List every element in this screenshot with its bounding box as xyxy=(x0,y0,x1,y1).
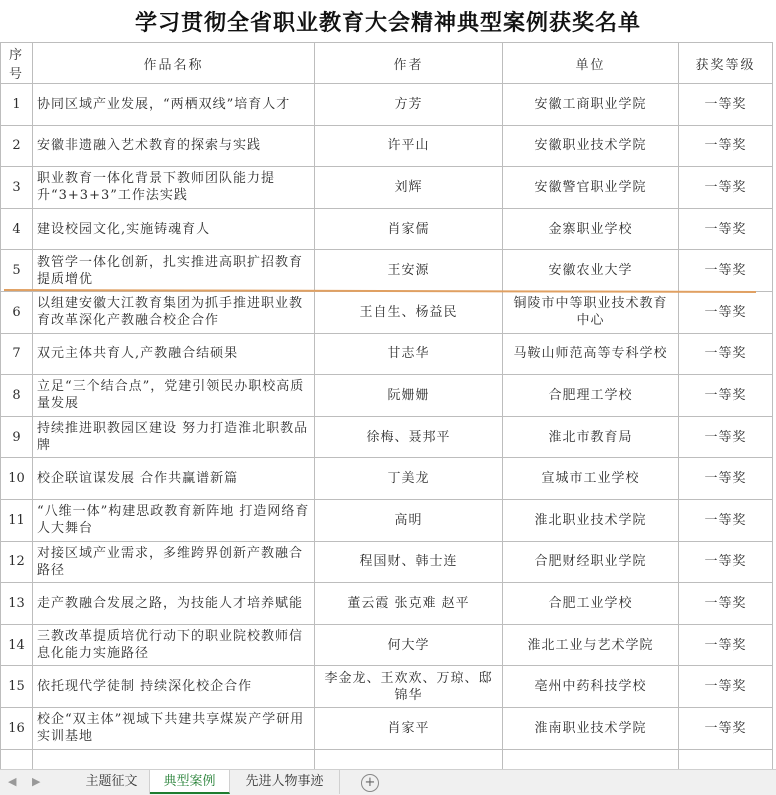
cell-author[interactable]: 董云霞 张克难 赵平 xyxy=(315,583,503,625)
cell-award[interactable]: 一等奖 xyxy=(679,125,773,167)
awards-table xyxy=(0,42,773,769)
cell-name[interactable]: 建设校园文化,实施铸魂育人 xyxy=(33,208,315,250)
cell-unit[interactable]: 马鞍山师范高等专科学校 xyxy=(503,333,679,375)
table-row xyxy=(1,125,773,167)
cell-unit[interactable]: 安徽警官职业学院 xyxy=(503,167,679,209)
cell-unit[interactable]: 亳州中药科技学校 xyxy=(503,666,679,708)
table-row xyxy=(1,208,773,250)
cell-name[interactable]: 教管学一体化创新，扎实推进高职扩招教育提质增优 xyxy=(33,250,315,292)
cell-award[interactable]: 一等奖 xyxy=(679,375,773,417)
cell-partial[interactable] xyxy=(679,749,773,769)
cell-name[interactable]: 对接区域产业需求，多维跨界创新产教融合路径 xyxy=(33,541,315,583)
cell-name[interactable]: 安徽非遗融入艺术教育的探索与实践 xyxy=(33,125,315,167)
cell-author[interactable]: 肖家儒 xyxy=(315,208,503,250)
cell-partial[interactable] xyxy=(1,749,33,769)
cell-no[interactable]: 7 xyxy=(1,333,33,375)
cell-author[interactable]: 程国财、韩士连 xyxy=(315,541,503,583)
cell-award[interactable]: 一等奖 xyxy=(679,291,773,333)
cell-award[interactable]: 一等奖 xyxy=(679,541,773,583)
cell-author[interactable]: 阮姗姗 xyxy=(315,375,503,417)
cell-no[interactable]: 9 xyxy=(1,416,33,458)
cell-name[interactable]: 协同区域产业发展，“两栖双线”培育人才 xyxy=(33,84,315,126)
cell-unit[interactable]: 铜陵市中等职业技术教育中心 xyxy=(503,291,679,333)
cell-no[interactable]: 1 xyxy=(1,84,33,126)
cell-no[interactable]: 12 xyxy=(1,541,33,583)
cell-unit[interactable]: 合肥工业学校 xyxy=(503,583,679,625)
cell-unit[interactable]: 安徽职业技术学院 xyxy=(503,125,679,167)
table-row xyxy=(1,84,773,126)
cell-no[interactable]: 5 xyxy=(1,250,33,292)
tab-sheet-3[interactable]: 先进人物事迹 xyxy=(230,770,340,794)
cell-name[interactable]: 职业教育一体化背景下教师团队能力提升“3+3+3”工作法实践 xyxy=(33,167,315,209)
cell-author[interactable]: 甘志华 xyxy=(315,333,503,375)
cell-author[interactable]: 方芳 xyxy=(315,84,503,126)
table-row-partial xyxy=(1,749,773,769)
cell-no[interactable]: 16 xyxy=(1,707,33,749)
cell-award[interactable]: 一等奖 xyxy=(679,499,773,541)
add-sheet-icon[interactable]: + xyxy=(361,774,379,792)
table-row xyxy=(1,333,773,375)
cell-partial[interactable] xyxy=(33,749,315,769)
cell-name[interactable]: 依托现代学徒制 持续深化校企合作 xyxy=(33,666,315,708)
table-row xyxy=(1,624,773,666)
table-row xyxy=(1,707,773,749)
cell-no[interactable]: 11 xyxy=(1,499,33,541)
cell-award[interactable]: 一等奖 xyxy=(679,84,773,126)
cell-name[interactable]: “八维一体”构建思政教育新阵地 打造网络育人大舞台 xyxy=(33,499,315,541)
cell-unit[interactable]: 安徽工商职业学院 xyxy=(503,84,679,126)
cell-unit[interactable]: 合肥理工学校 xyxy=(503,375,679,417)
cell-author[interactable]: 许平山 xyxy=(315,125,503,167)
table-row xyxy=(1,375,773,417)
table-row xyxy=(1,250,773,292)
cell-name[interactable]: 三教改革提质培优行动下的职业院校教师信息化能力实施路径 xyxy=(33,624,315,666)
cell-author[interactable]: 何大学 xyxy=(315,624,503,666)
cell-award[interactable]: 一等奖 xyxy=(679,208,773,250)
cell-author[interactable]: 李金龙、王欢欢、万琼、邸锦华 xyxy=(315,666,503,708)
header-author[interactable]: 作者 xyxy=(315,43,503,84)
cell-award[interactable]: 一等奖 xyxy=(679,250,773,292)
cell-name[interactable]: 走产教融合发展之路，为技能人才培养赋能 xyxy=(33,583,315,625)
cell-name[interactable]: 校企联谊谋发展 合作共赢谱新篇 xyxy=(33,458,315,500)
cell-award[interactable]: 一等奖 xyxy=(679,416,773,458)
header-row xyxy=(1,43,773,84)
tab-sheet-2[interactable]: 典型案例 xyxy=(150,770,230,794)
cell-no[interactable]: 6 xyxy=(1,291,33,333)
table-row xyxy=(1,541,773,583)
cell-author[interactable]: 王自生、杨益民 xyxy=(315,291,503,333)
cell-award[interactable]: 一等奖 xyxy=(679,167,773,209)
cell-award[interactable]: 一等奖 xyxy=(679,666,773,708)
table-row xyxy=(1,499,773,541)
cell-name[interactable]: 双元主体共育人,产教融合结硕果 xyxy=(33,333,315,375)
sheet-tab-bar xyxy=(0,769,776,795)
cell-author[interactable]: 王安源 xyxy=(315,250,503,292)
cell-name[interactable]: 校企“双主体”视域下共建共享煤炭产学研用实训基地 xyxy=(33,707,315,749)
header-no[interactable]: 序号 xyxy=(1,43,33,84)
cell-unit[interactable]: 安徽农业大学 xyxy=(503,250,679,292)
cell-unit[interactable]: 金寨职业学校 xyxy=(503,208,679,250)
cell-name[interactable]: 立足“三个结合点”，党建引领民办职校高质量发展 xyxy=(33,375,315,417)
cell-name[interactable]: 持续推进职教园区建设 努力打造淮北职教品牌 xyxy=(33,416,315,458)
cell-unit[interactable]: 淮北职业技术学院 xyxy=(503,499,679,541)
table-row xyxy=(1,666,773,708)
cell-no[interactable]: 14 xyxy=(1,624,33,666)
cell-no[interactable]: 10 xyxy=(1,458,33,500)
document-title: 学习贯彻全省职业教育大会精神典型案例获奖名单 xyxy=(134,10,641,36)
cell-name[interactable]: 以组建安徽大江教育集团为抓手推进职业教育改革深化产教融合校企合作 xyxy=(33,291,315,333)
cell-no[interactable]: 15 xyxy=(1,666,33,708)
cell-no[interactable]: 13 xyxy=(1,583,33,625)
cell-unit[interactable]: 淮南职业技术学院 xyxy=(503,707,679,749)
cell-author[interactable]: 肖家平 xyxy=(315,707,503,749)
header-name[interactable]: 作品名称 xyxy=(33,43,315,84)
cell-author[interactable]: 徐梅、聂邦平 xyxy=(315,416,503,458)
cell-unit[interactable]: 合肥财经职业学院 xyxy=(503,541,679,583)
cell-no[interactable]: 3 xyxy=(1,167,33,209)
cell-author[interactable]: 丁美龙 xyxy=(315,458,503,500)
cell-author[interactable]: 刘辉 xyxy=(315,167,503,209)
cell-unit[interactable]: 淮北市教育局 xyxy=(503,416,679,458)
table-row xyxy=(1,167,773,209)
cell-unit[interactable]: 宣城市工业学校 xyxy=(503,458,679,500)
table-row xyxy=(1,291,773,333)
cell-award[interactable]: 一等奖 xyxy=(679,707,773,749)
sheet-nav-arrows-icon[interactable]: ◀ ▶ xyxy=(8,775,47,788)
table-body xyxy=(1,84,773,770)
cell-award[interactable]: 一等奖 xyxy=(679,333,773,375)
cell-author[interactable]: 高明 xyxy=(315,499,503,541)
cell-award[interactable]: 一等奖 xyxy=(679,624,773,666)
table-row xyxy=(1,458,773,500)
cell-no[interactable]: 8 xyxy=(1,375,33,417)
cell-award[interactable]: 一等奖 xyxy=(679,458,773,500)
cell-no[interactable]: 4 xyxy=(1,208,33,250)
cell-no[interactable]: 2 xyxy=(1,125,33,167)
cell-partial[interactable] xyxy=(315,749,503,769)
spreadsheet-grid[interactable] xyxy=(0,42,776,769)
table-row xyxy=(1,416,773,458)
header-award[interactable]: 获奖等级 xyxy=(679,43,773,84)
cell-award[interactable]: 一等奖 xyxy=(679,583,773,625)
table-row xyxy=(1,583,773,625)
cell-unit[interactable]: 淮北工业与艺术学院 xyxy=(503,624,679,666)
tab-sheet-1[interactable]: 主题征文 xyxy=(74,770,150,794)
cell-partial[interactable] xyxy=(503,749,679,769)
header-unit[interactable]: 单位 xyxy=(503,43,679,84)
